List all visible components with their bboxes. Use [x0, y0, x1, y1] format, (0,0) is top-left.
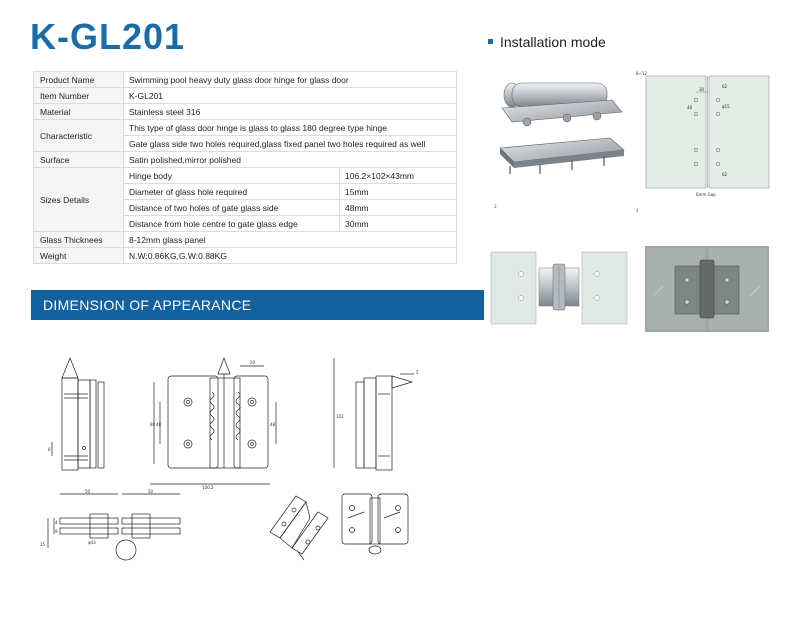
spec-value: This type of glass door hinge is glass to glass 180 degree type hinge [124, 120, 457, 136]
dim-front-right: 48 [270, 422, 276, 427]
spec-label: Surface [34, 152, 124, 168]
spec-value: Swimming pool heavy duty glass door hinge for glass door [124, 72, 457, 88]
dim-hole-height: 62 [722, 84, 728, 89]
spec-row-glass [34, 232, 457, 248]
spec-label: Weight [34, 248, 124, 264]
dim-bottom-left: 50 [85, 489, 91, 494]
dim-left-small: 8 [48, 447, 51, 452]
bottom-view-drawing [40, 488, 200, 568]
spec-row-surface [34, 152, 457, 168]
dim-bottom-height: 62 [722, 172, 728, 177]
dim-front-height: 80 [150, 422, 156, 427]
dim-front-top: 20 [250, 360, 256, 365]
dim-front-width: 106.2 [202, 485, 214, 490]
figure-label-b: 4 [636, 208, 639, 213]
exploded-hinge-illustration [492, 70, 632, 210]
spec-row-sizes [34, 168, 457, 184]
dim-bottom-h3: 9 [55, 529, 58, 534]
figure-label-a: 3 [494, 204, 497, 209]
spec-value: 8-12mm glass panel [124, 232, 457, 248]
spec-label: Item Number [34, 88, 124, 104]
side-view-drawing-right [330, 352, 430, 476]
front-view-drawing [140, 352, 280, 492]
dim-side-top: 5 [416, 370, 419, 375]
size-name: Hinge body [124, 168, 340, 184]
isometric-drawing-1 [262, 488, 342, 568]
spec-row-product-name [34, 72, 457, 88]
dim-gap: 6mm Gap [696, 192, 716, 197]
size-name: Distance from hole centre to gate glass edge [124, 216, 340, 232]
dim-bottom-h1: 15 [40, 542, 46, 547]
dim-bottom-h2: 4 [55, 520, 58, 525]
dim-front-inner: 48 [156, 422, 162, 427]
spec-label: Glass Thicknees [34, 232, 124, 248]
spec-value: Stainless steel 316 [124, 104, 457, 120]
size-value: 30mm [340, 216, 457, 232]
product-title: K-GL201 [30, 16, 186, 57]
spec-table [33, 71, 457, 264]
size-value: 15mm [340, 184, 457, 200]
hinge-mounted-illustration [645, 246, 769, 332]
spec-value: Satin polished,mirror polished [124, 152, 457, 168]
spec-row-material [34, 104, 457, 120]
size-value: 106.2×102×43mm [340, 168, 457, 184]
dim-bottom-diameter: φ43 [88, 540, 96, 545]
size-name: Distance of two holes of gate glass side [124, 200, 340, 216]
isometric-drawing-2 [338, 488, 418, 568]
dim-bottom-right: 50 [148, 489, 154, 494]
glass-installation-drawing [636, 72, 776, 214]
size-value: 48mm [340, 200, 457, 216]
dimension-banner: DIMENSION OF APPEARANCE [31, 290, 484, 320]
spec-value: K-GL201 [124, 88, 457, 104]
spec-label: Characteristic [34, 120, 124, 152]
bullet-icon [488, 39, 493, 44]
side-view-drawing-left [48, 352, 124, 476]
spec-label: Material [34, 104, 124, 120]
spec-label: Product Name [34, 72, 124, 88]
spec-row-weight [34, 248, 457, 264]
spec-value: N.W:0.86KG,G.W:0.88KG [124, 248, 457, 264]
spec-label: Sizes Details [34, 168, 124, 232]
dim-hole-vertical: 48 [687, 105, 693, 110]
spec-row-item-number [34, 88, 457, 104]
installation-heading-text: Installation mode [500, 34, 606, 50]
size-name: Diameter of glass hole required [124, 184, 340, 200]
dim-hole-diameter: φ15 [722, 104, 730, 109]
installation-heading [488, 34, 606, 50]
dim-glass-thickness: 8~12 [636, 71, 647, 76]
spec-value: Gate glass side two holes required,glass fixed panel two holes required as well [124, 136, 457, 152]
dim-side-height: 102 [336, 414, 344, 419]
dim-gap-top: 30 [699, 87, 705, 92]
hinge-open-illustration [491, 250, 627, 326]
spec-row-characteristic [34, 120, 457, 136]
